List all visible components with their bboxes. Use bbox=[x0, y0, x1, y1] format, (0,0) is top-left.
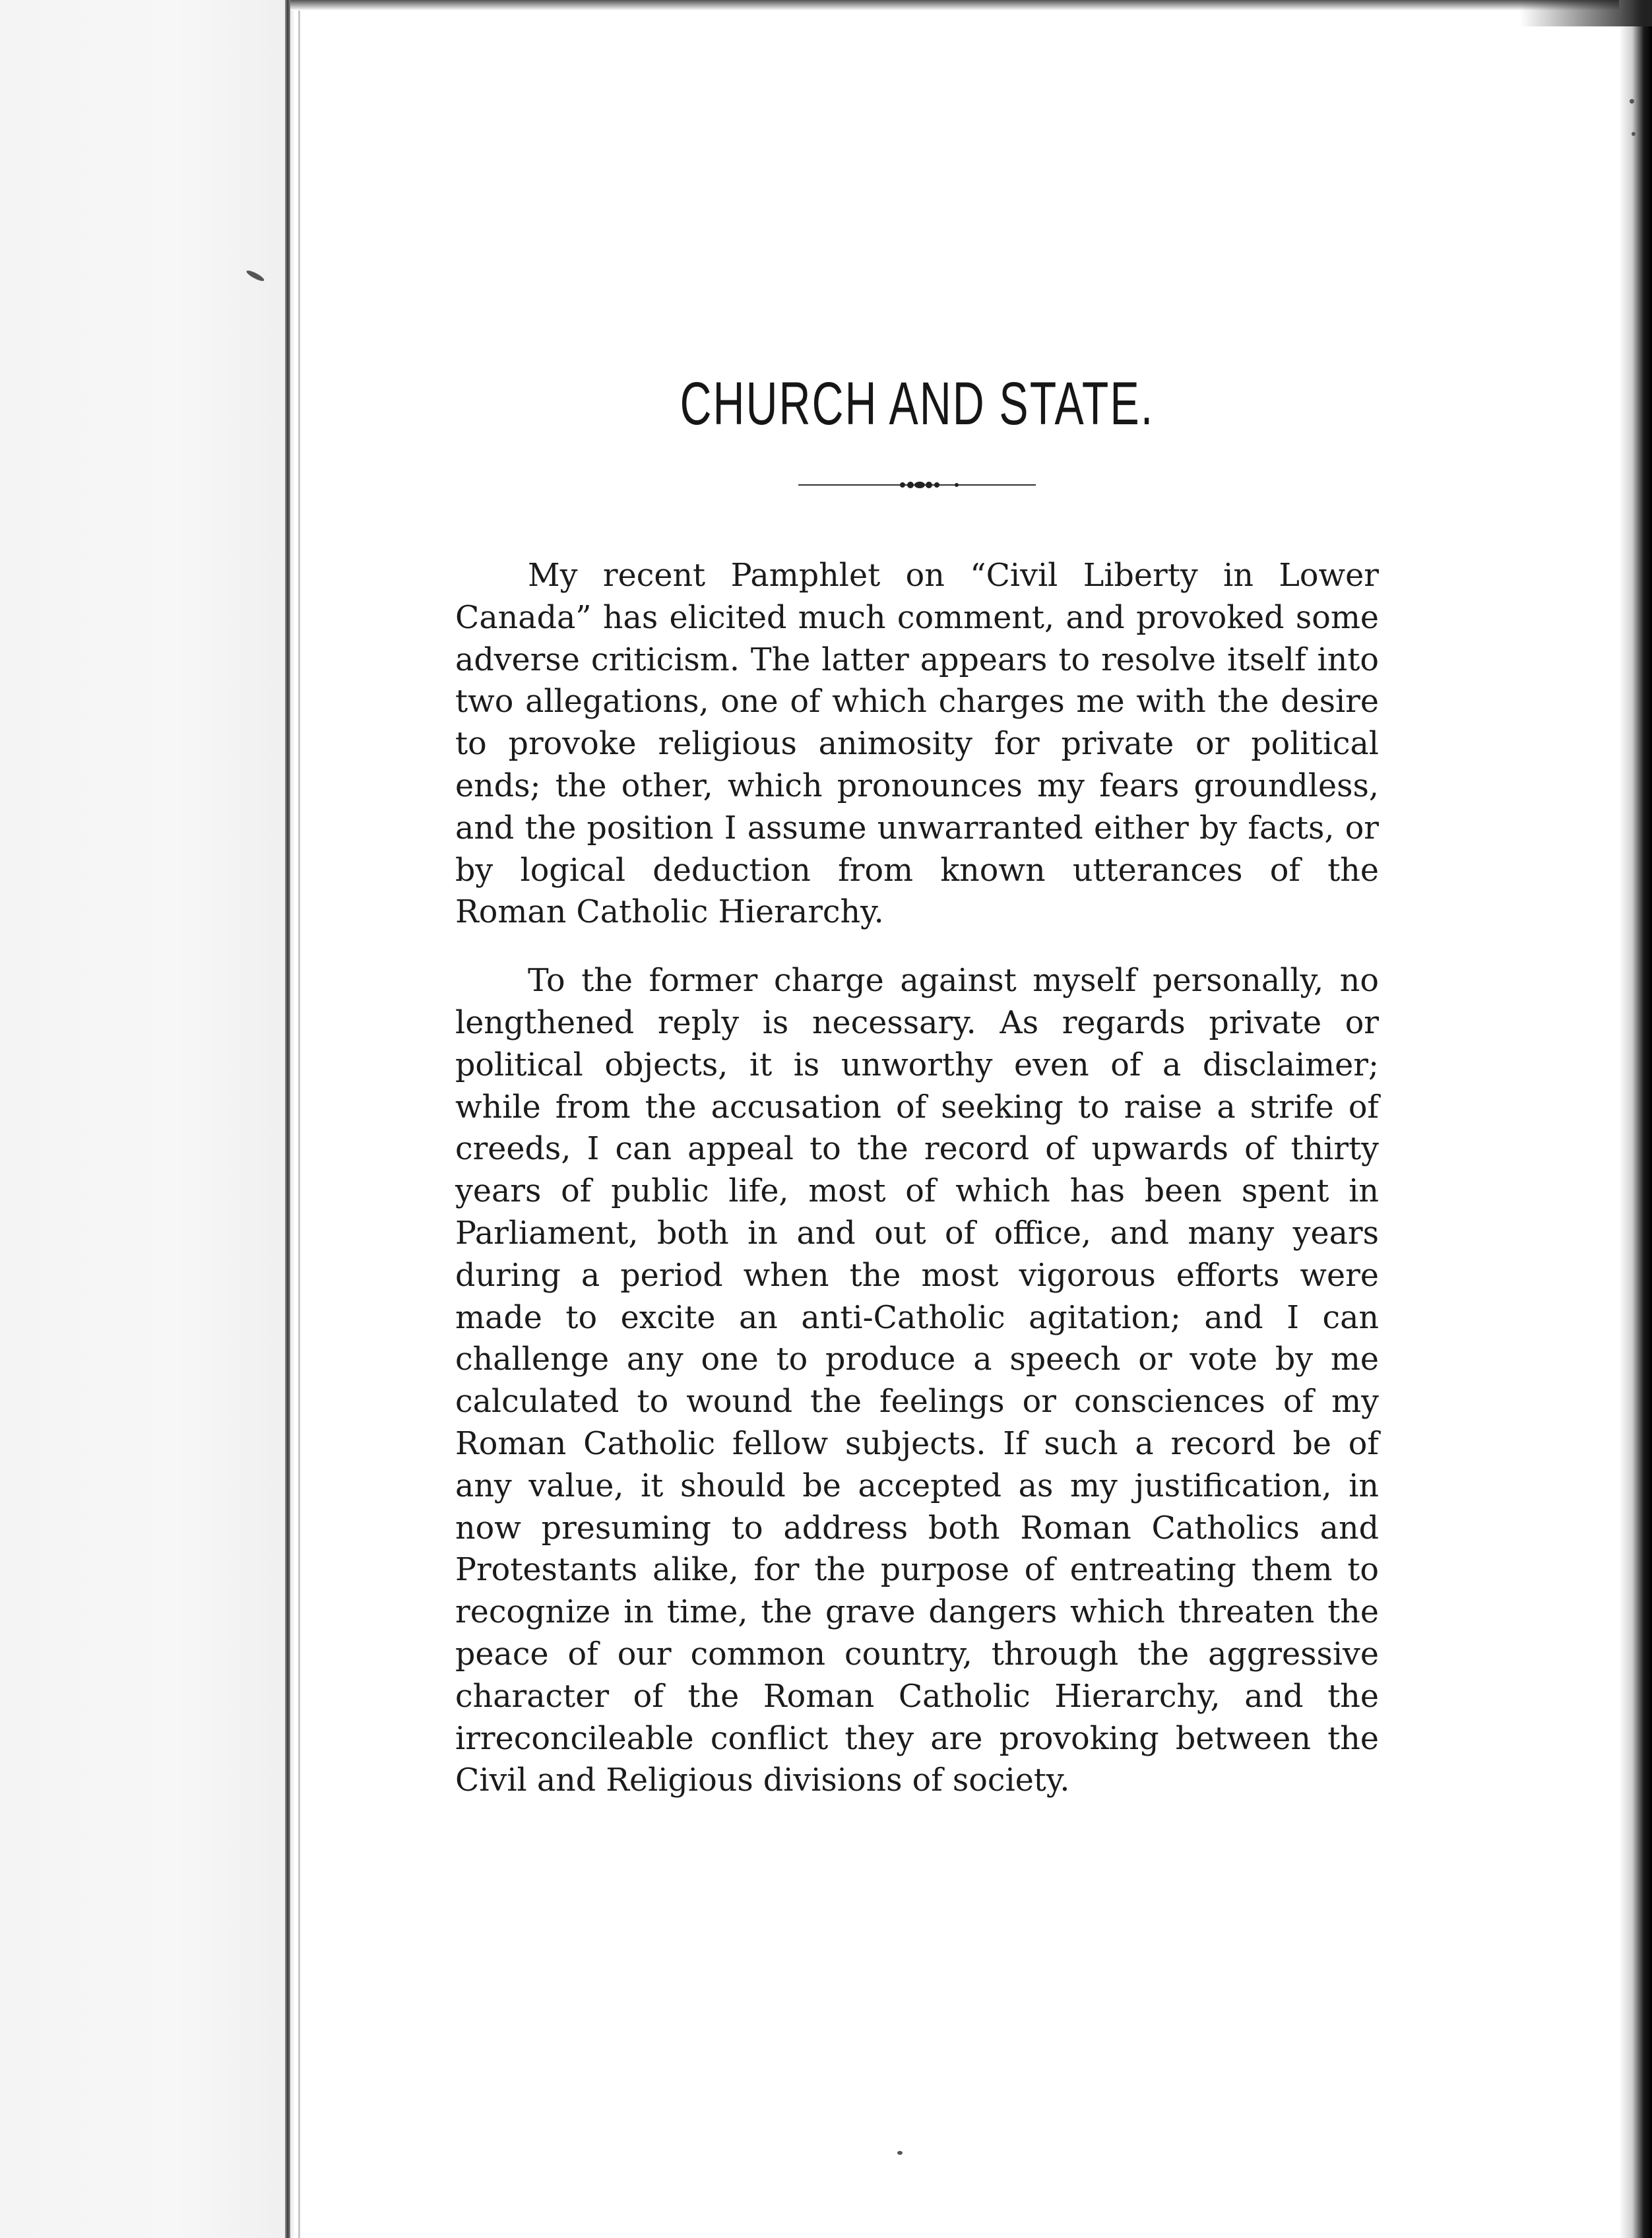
ink-speck bbox=[897, 2151, 903, 2155]
corner-shadow bbox=[1520, 0, 1652, 26]
binding-fold-line bbox=[285, 0, 290, 2238]
top-page-edge bbox=[290, 0, 1652, 11]
body-paragraph: My recent Pamphlet on “Civil Liberty in Lower Canada” has elicited much comment, and provoked some adverse criticism. The latter appears to resolve itself into two allegations, one of which charges me with the desire to provoke religious animosity for private or political ends; the other, which pronounces my fears groundless, and the position I assume unwarranted either by facts, or by logical deduction from known utterances of the Roman Catholic Hierarchy. bbox=[455, 558, 1379, 931]
body-paragraph: To the former charge against myself personally, no lengthened reply is necessary. As regards private or political objects, it is unworthy even of a disclaimer; while from the accusation of seeking to raise a strife of creeds, I can appeal to the record of upwards of thirty years of public life, most of which has been spent in Parliament, both in and out of office, and many years during a period when the most vigorous efforts were made to excite an anti-Catholic agitation; and I can challenge any one to produce a speech or vote by me calculated to wound the feelings or consciences of my Roman Catholic fellow subjects. If such a record be of any value, it should be accepted as my justification, in now presuming to address both Roman Catholics and Protestants alike, for the purpose of entreating them to recognize in time, the grave dangers which threaten the peace of our common country, through the aggressive character of the Roman Catholic Hierarchy, and the irreconcileable conflict they are provoking between the Civil and Religious divisions of society. bbox=[455, 963, 1379, 1799]
right-page-edge bbox=[1619, 0, 1652, 2238]
page-title: CHURCH AND STATE. bbox=[680, 370, 1155, 437]
binding-edge-line bbox=[298, 0, 300, 2238]
title-ornament-rule bbox=[798, 478, 1036, 492]
page-body bbox=[455, 369, 1379, 1828]
left-blank-margin bbox=[0, 0, 294, 2238]
ink-speck bbox=[1630, 99, 1634, 104]
ink-speck bbox=[1632, 132, 1636, 136]
